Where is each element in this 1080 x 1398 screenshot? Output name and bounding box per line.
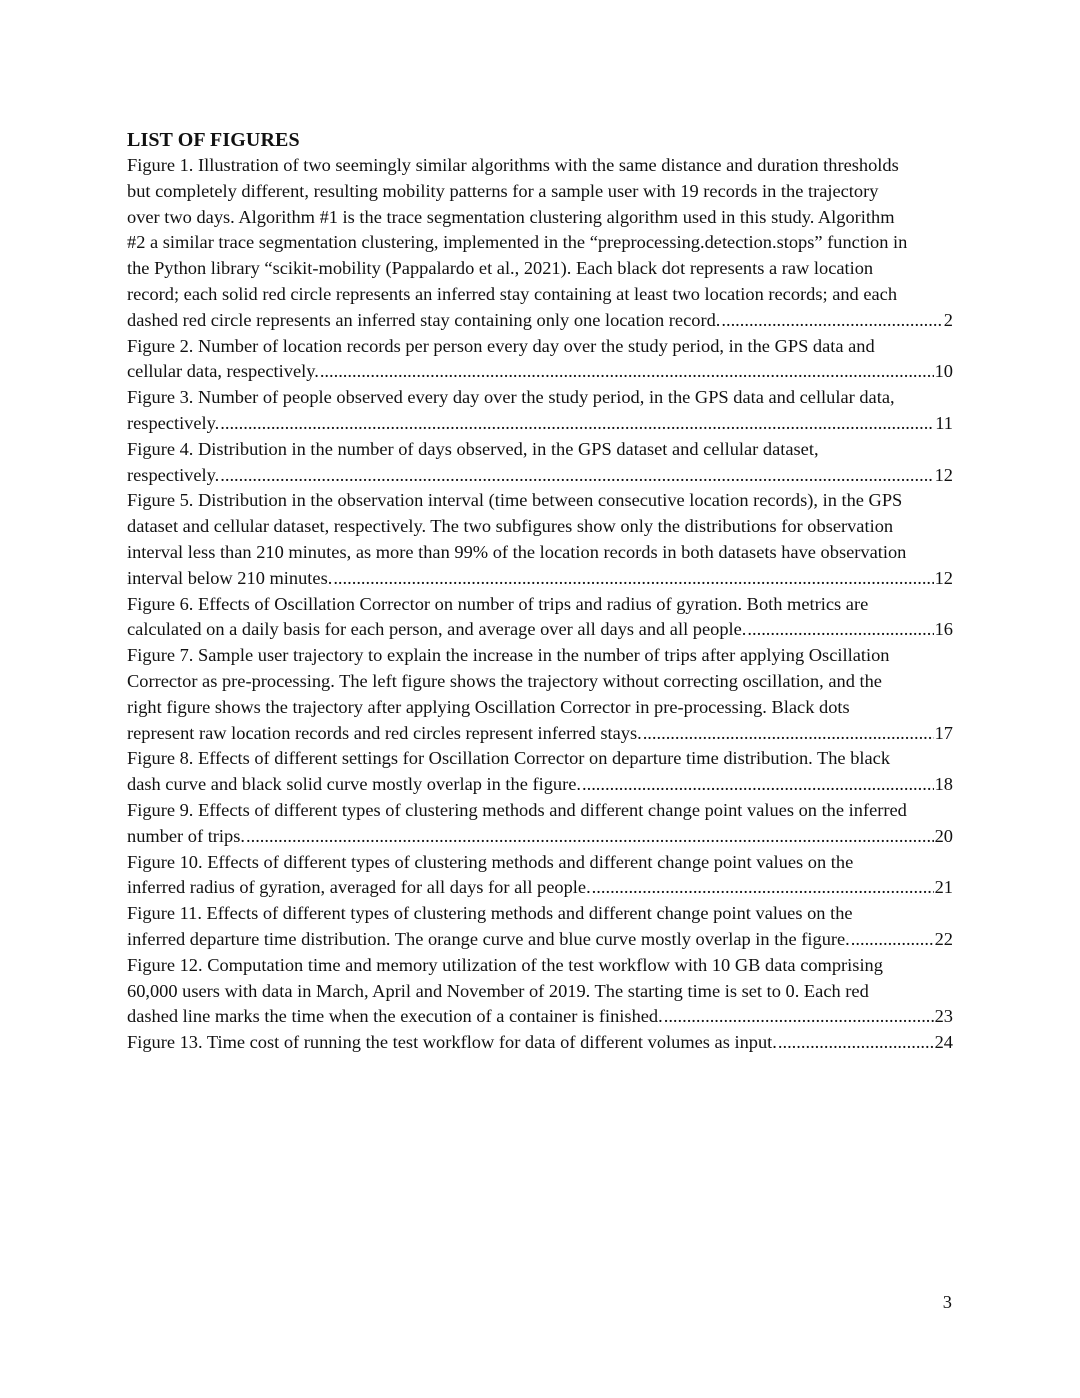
page-number: 3	[942, 1292, 952, 1312]
figure-entry-last-line	[127, 617, 953, 643]
figure-entry-last-line	[127, 359, 953, 385]
figure-entry-text-line: Figure 5. Distribution in the observation interval (time between consecutive location records), in the GPS	[127, 490, 903, 511]
dot-leader	[220, 463, 933, 489]
figure-page-number[interactable]: 2	[943, 309, 953, 330]
figure-entry-text-line: over two days. Algorithm #1 is the trace segmentation clustering algorithm used in this study. Algorithm	[127, 206, 895, 227]
figure-entry[interactable]	[127, 385, 953, 437]
figure-entry-text-line: interval less than 210 minutes, as more than 99% of the location records in both datasets have observation	[127, 541, 907, 562]
figure-entry-text-line: the Python library “scikit-mobility (Pappalardo et al., 2021). Each black dot represents a raw location	[127, 258, 874, 279]
figure-entry-text-line: dashed red circle represents an inferred stay containing only one location record.	[127, 309, 721, 330]
figure-entry-text-line: Figure 4. Distribution in the number of days observed, in the GPS dataset and cellular dataset,	[127, 438, 819, 459]
dot-leader	[643, 721, 934, 747]
figure-entry[interactable]	[127, 850, 953, 902]
figure-entry-text-line: Figure 6. Effects of Oscillation Corrector on number of trips and radius of gyration. Both metrics are	[127, 593, 869, 614]
figure-entry-text-line: record; each solid red circle represents an inferred stay containing at least two location records; and each	[127, 283, 898, 304]
figure-entry-last-line	[127, 721, 953, 747]
figure-page-number[interactable]: 24	[934, 1032, 953, 1053]
figure-entry[interactable]	[127, 334, 953, 386]
figure-entry-text-line: inferred departure time distribution. The orange curve and blue curve mostly overlap in the figure.	[127, 928, 850, 949]
figure-entry-text-line: Figure 11. Effects of different types of clustering methods and different change point values on the	[127, 903, 853, 924]
figure-entry[interactable]	[127, 798, 953, 850]
figure-page-number[interactable]: 12	[934, 464, 953, 485]
figure-page-number[interactable]: 16	[934, 619, 953, 640]
figure-entry-text-line: Figure 2. Number of location records per person every day over the study period, in the GPS data and	[127, 335, 875, 356]
figure-entry-text-line: cellular data, respectively.	[127, 361, 319, 382]
figure-entry[interactable]	[127, 153, 953, 334]
figure-entry-last-line	[127, 875, 953, 901]
figure-entry-text-line: Figure 10. Effects of different types of clustering methods and different change point values on the	[127, 851, 854, 872]
figure-entry-text-line: Figure 1. Illustration of two seemingly similar algorithms with the same distance and duration thresholds	[127, 155, 899, 175]
figure-page-number[interactable]: 20	[934, 825, 953, 846]
figure-entry-text-line: Figure 8. Effects of different settings for Oscillation Corrector on departure time distribution. The black	[127, 748, 891, 769]
figure-entry-text-line: Figure 7. Sample user trajectory to explain the increase in the number of trips after applying Oscillation	[127, 645, 890, 666]
figure-page-number[interactable]: 18	[934, 774, 953, 795]
figure-entry-text-line: Figure 9. Effects of different types of clustering methods and different change point values on the inferred	[127, 799, 907, 820]
figure-entry-text-line: 60,000 users with data in March, April and November of 2019. The starting time is set to 0. Each red	[127, 980, 869, 1001]
figure-entry[interactable]	[127, 746, 953, 798]
figure-entry-text-line: calculated on a daily basis for each person, and average over all days and all people.	[127, 619, 747, 640]
figure-entry-last-line	[127, 1004, 953, 1030]
figure-page-number[interactable]: 21	[934, 877, 953, 898]
figure-entry[interactable]	[127, 953, 953, 1030]
figure-entry-text-line: represent raw location records and red circles represent inferred stays.	[127, 722, 642, 743]
dot-leader	[851, 927, 934, 953]
dot-leader	[333, 566, 933, 592]
dot-leader	[721, 308, 942, 334]
figure-page-number[interactable]: 12	[934, 567, 953, 588]
figure-page-number[interactable]: 22	[934, 928, 953, 949]
figure-page-number[interactable]: 23	[934, 1006, 953, 1027]
figure-entry-text-line: number of trips.	[127, 825, 245, 846]
figure-entry-last-line	[127, 308, 953, 334]
figure-page-number[interactable]: 17	[934, 722, 953, 743]
figure-entry-text-line: dashed line marks the time when the execution of a container is finished.	[127, 1006, 663, 1027]
figure-entry-text-line: dash curve and black solid curve mostly overlap in the figure.	[127, 774, 582, 795]
dot-leader	[320, 359, 934, 385]
document-page	[127, 128, 953, 1056]
figure-entry[interactable]	[127, 488, 953, 591]
figure-page-number[interactable]: 10	[934, 361, 953, 382]
figure-entry-last-line	[127, 772, 953, 798]
figure-entry-text-line: interval below 210 minutes.	[127, 567, 333, 588]
figure-entry[interactable]	[127, 901, 953, 953]
figure-entry-text-line: right figure shows the trajectory after applying Oscillation Corrector in pre-processing. Black dots	[127, 696, 850, 717]
dot-leader	[246, 824, 934, 850]
figure-entry[interactable]	[127, 1030, 953, 1056]
dot-leader	[664, 1004, 934, 1030]
figure-entry-last-line	[127, 927, 953, 953]
figure-entry-text-line: dataset and cellular dataset, respectively. The two subfigures show only the distributions for observation	[127, 516, 894, 537]
figure-entry-text-line: but completely different, resulting mobility patterns for a sample user with 19 records in the trajectory	[127, 180, 879, 201]
figure-entry-last-line	[127, 1030, 953, 1056]
dot-leader	[582, 772, 934, 798]
figure-list	[127, 153, 953, 1056]
figure-entry[interactable]	[127, 437, 953, 489]
list-of-figures-heading: LIST OF FIGURES	[127, 129, 300, 151]
figure-entry-text-line: respectively.	[127, 464, 220, 485]
figure-entry-text-line: #2 a similar trace segmentation clustering, implemented in the “preprocessing.detection.stops” function in	[127, 232, 908, 253]
figure-entry-text-line: Figure 13. Time cost of running the test workflow for data of different volumes as input.	[127, 1032, 777, 1053]
figure-entry-last-line	[127, 463, 953, 489]
figure-entry-text-line: respectively.	[127, 412, 220, 433]
figure-entry-text-line: Figure 12. Computation time and memory utilization of the test workflow with 10 GB data comprising	[127, 954, 883, 975]
dot-leader	[220, 411, 934, 437]
figure-page-number[interactable]: 11	[935, 412, 953, 433]
figure-entry-text-line: Figure 3. Number of people observed every day over the study period, in the GPS data and cellular data,	[127, 387, 895, 408]
figure-entry[interactable]	[127, 592, 953, 644]
dot-leader	[592, 875, 934, 901]
figure-entry-text-line: Corrector as pre-processing. The left figure shows the trajectory without correcting oscillation, and the	[127, 670, 882, 691]
figure-entry-last-line	[127, 566, 953, 592]
figure-entry-last-line	[127, 411, 953, 437]
figure-entry-text-line: inferred radius of gyration, averaged for all days for all people.	[127, 877, 591, 898]
dot-leader	[778, 1030, 934, 1056]
figure-entry[interactable]	[127, 643, 953, 746]
figure-entry-last-line	[127, 824, 953, 850]
dot-leader	[747, 617, 933, 643]
